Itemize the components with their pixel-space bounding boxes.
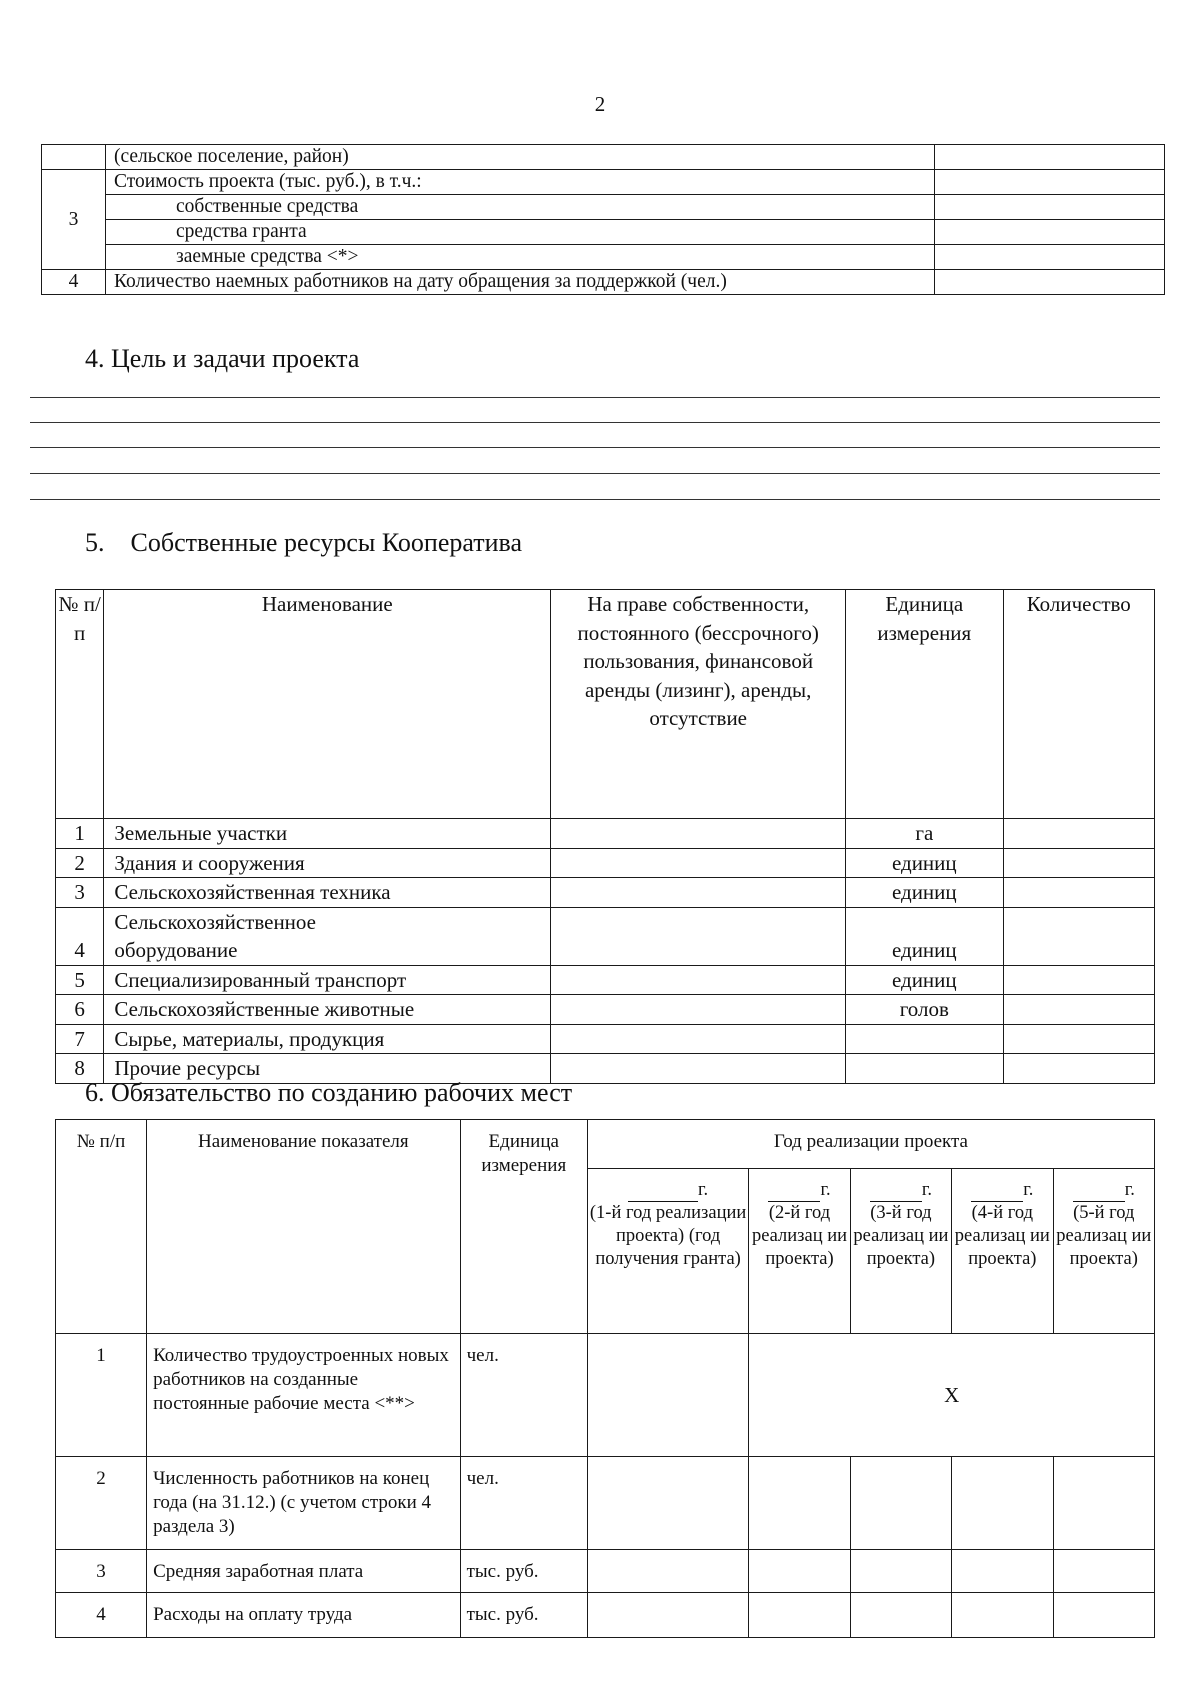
value-cell[interactable] (1053, 1550, 1154, 1593)
value-cell[interactable] (587, 1457, 748, 1550)
table-row (56, 995, 1155, 1025)
table-row (56, 878, 1155, 908)
indicator-name: Численность работников на конец года (на 31.12.) (с учетом строки 4 раздела 3) (147, 1457, 461, 1550)
unit-cell: единиц (846, 907, 1003, 965)
row-number: 3 (56, 878, 104, 908)
section-6-title: 6. Обязательство по созданию рабочих мест (85, 1078, 573, 1107)
jobs-commitment-table (55, 1119, 1155, 1638)
ownership-cell[interactable] (551, 819, 846, 849)
quantity-cell[interactable] (1003, 1024, 1154, 1054)
value-cell[interactable] (935, 245, 1165, 270)
row-number: 8 (56, 1054, 104, 1084)
resource-name: Сельскохозяйственное оборудование (104, 907, 551, 965)
ownership-cell[interactable] (551, 848, 846, 878)
project-cost-table (41, 144, 1165, 295)
resource-name: Специализированный транспорт (104, 965, 551, 995)
table-row (56, 819, 1155, 849)
year-blank[interactable] (628, 1182, 698, 1202)
year-1-header: г. (1-й год реализации проекта) (год получения гранта) (587, 1169, 748, 1334)
quantity-cell[interactable] (1003, 995, 1154, 1025)
year-5-header: г. (5-й год реализац ии проекта) (1053, 1169, 1154, 1334)
header-name: Наименование (104, 590, 551, 819)
header-year-group: Год реализации проекта (587, 1120, 1154, 1169)
unit-cell: чел. (460, 1334, 587, 1457)
row-number: 4 (42, 270, 106, 295)
value-cell[interactable] (850, 1457, 951, 1550)
unit-cell: единиц (846, 965, 1003, 995)
quantity-cell[interactable] (1003, 819, 1154, 849)
quantity-cell[interactable] (1003, 965, 1154, 995)
resource-name: Прочие ресурсы (104, 1054, 551, 1084)
table-row (42, 220, 1165, 245)
table-row (56, 1593, 1155, 1638)
table-row (56, 1334, 1155, 1457)
answer-line[interactable] (30, 447, 1160, 448)
value-cell[interactable] (935, 145, 1165, 170)
page-number: 2 (594, 92, 606, 116)
section-5-title: 5. Собственные ресурсы Кооператива (85, 528, 522, 557)
header-name: Наименование показателя (147, 1120, 461, 1334)
row-number: 7 (56, 1024, 104, 1054)
year-blank[interactable] (971, 1182, 1023, 1202)
resource-name: Земельные участки (104, 819, 551, 849)
resource-name: Сельскохозяйственная техника (104, 878, 551, 908)
not-applicable-mark: Х (749, 1334, 1155, 1457)
table-row (42, 170, 1165, 195)
row-number: 3 (56, 1550, 147, 1593)
ownership-cell[interactable] (551, 995, 846, 1025)
row-label: собственные средства (106, 195, 935, 220)
value-cell[interactable] (850, 1550, 951, 1593)
table-row (42, 195, 1165, 220)
unit-cell (846, 1054, 1003, 1084)
resource-name: Здания и сооружения (104, 848, 551, 878)
table-row (56, 1550, 1155, 1593)
row-number (42, 145, 106, 170)
unit-cell: га (846, 819, 1003, 849)
value-cell[interactable] (1053, 1593, 1154, 1638)
row-number: 6 (56, 995, 104, 1025)
row-number: 1 (56, 1334, 147, 1457)
value-cell[interactable] (935, 195, 1165, 220)
ownership-cell[interactable] (551, 1054, 846, 1084)
value-cell[interactable] (935, 220, 1165, 245)
indicator-name: Количество трудоустроенных новых работников на созданные постоянные рабочие места <**> (147, 1334, 461, 1457)
row-number: 4 (56, 907, 104, 965)
table-row (56, 1457, 1155, 1550)
unit-cell: голов (846, 995, 1003, 1025)
quantity-cell[interactable] (1003, 907, 1154, 965)
year-3-header: г. (3-й год реализац ии проекта) (850, 1169, 951, 1334)
answer-line[interactable] (30, 422, 1160, 423)
row-number: 2 (56, 1457, 147, 1550)
value-cell[interactable] (587, 1334, 748, 1457)
row-number: 2 (56, 848, 104, 878)
quantity-cell[interactable] (1003, 848, 1154, 878)
row-label: (сельское поселение, район) (106, 145, 935, 170)
unit-cell: чел. (460, 1457, 587, 1550)
header-num: № п/п (56, 1120, 147, 1334)
row-label: Стоимость проекта (тыс. руб.), в т.ч.: (106, 170, 935, 195)
table-row (42, 245, 1165, 270)
value-cell[interactable] (952, 1457, 1053, 1550)
unit-cell: тыс. руб. (460, 1550, 587, 1593)
header-quantity: Количество (1003, 590, 1154, 819)
value-cell[interactable] (749, 1593, 850, 1638)
value-cell[interactable] (1053, 1457, 1154, 1550)
value-cell[interactable] (935, 270, 1165, 295)
unit-cell: тыс. руб. (460, 1593, 587, 1638)
resource-name: Сельскохозяйственные животные (104, 995, 551, 1025)
table-row (56, 907, 1155, 965)
year-blank[interactable] (768, 1182, 820, 1202)
value-cell[interactable] (952, 1550, 1053, 1593)
value-cell[interactable] (749, 1550, 850, 1593)
table-row (42, 145, 1165, 170)
row-number: 1 (56, 819, 104, 849)
year-4-header: г. (4-й год реализац ии проекта) (952, 1169, 1053, 1334)
table-row (56, 1024, 1155, 1054)
unit-cell: единиц (846, 878, 1003, 908)
unit-cell (846, 1024, 1003, 1054)
value-cell[interactable] (952, 1593, 1053, 1638)
table-row (42, 270, 1165, 295)
quantity-cell[interactable] (1003, 878, 1154, 908)
answer-line[interactable] (30, 499, 1160, 500)
year-2-header: г. (2-й год реализац ии проекта) (749, 1169, 850, 1334)
row-number: 3 (42, 170, 106, 270)
unit-cell: единиц (846, 848, 1003, 878)
row-number: 4 (56, 1593, 147, 1638)
header-ownership: На праве собственности, постоянного (бессрочного) пользования, финансовой аренды (лизинг), аренды, отсутствие (551, 590, 846, 819)
year-blank[interactable] (870, 1182, 922, 1202)
resource-name: Сырье, материалы, продукция (104, 1024, 551, 1054)
table-header-row (56, 590, 1155, 819)
ownership-cell[interactable] (551, 965, 846, 995)
row-number: 5 (56, 965, 104, 995)
table-header-row (56, 1120, 1155, 1169)
ownership-cell[interactable] (551, 878, 846, 908)
header-num: № п/п (56, 590, 104, 819)
value-cell[interactable] (587, 1550, 748, 1593)
year-blank[interactable] (1073, 1182, 1125, 1202)
ownership-cell[interactable] (551, 907, 846, 965)
value-cell[interactable] (749, 1457, 850, 1550)
quantity-cell[interactable] (1003, 1054, 1154, 1084)
table-row (56, 848, 1155, 878)
header-unit: Единица измерения (846, 590, 1003, 819)
row-label: Количество наемных работников на дату обращения за поддержкой (чел.) (106, 270, 935, 295)
resources-table (55, 589, 1155, 1084)
indicator-name: Средняя заработная плата (147, 1550, 461, 1593)
section-4-title: 4. Цель и задачи проекта (85, 344, 360, 373)
answer-line[interactable] (30, 473, 1160, 474)
row-label: заемные средства <*> (106, 245, 935, 270)
answer-line[interactable] (30, 397, 1160, 398)
row-label: средства гранта (106, 220, 935, 245)
header-unit: Единица измерения (460, 1120, 587, 1334)
table-row (56, 965, 1155, 995)
value-cell[interactable] (587, 1593, 748, 1638)
value-cell[interactable] (935, 170, 1165, 195)
value-cell[interactable] (850, 1593, 951, 1638)
ownership-cell[interactable] (551, 1024, 846, 1054)
indicator-name: Расходы на оплату труда (147, 1593, 461, 1638)
